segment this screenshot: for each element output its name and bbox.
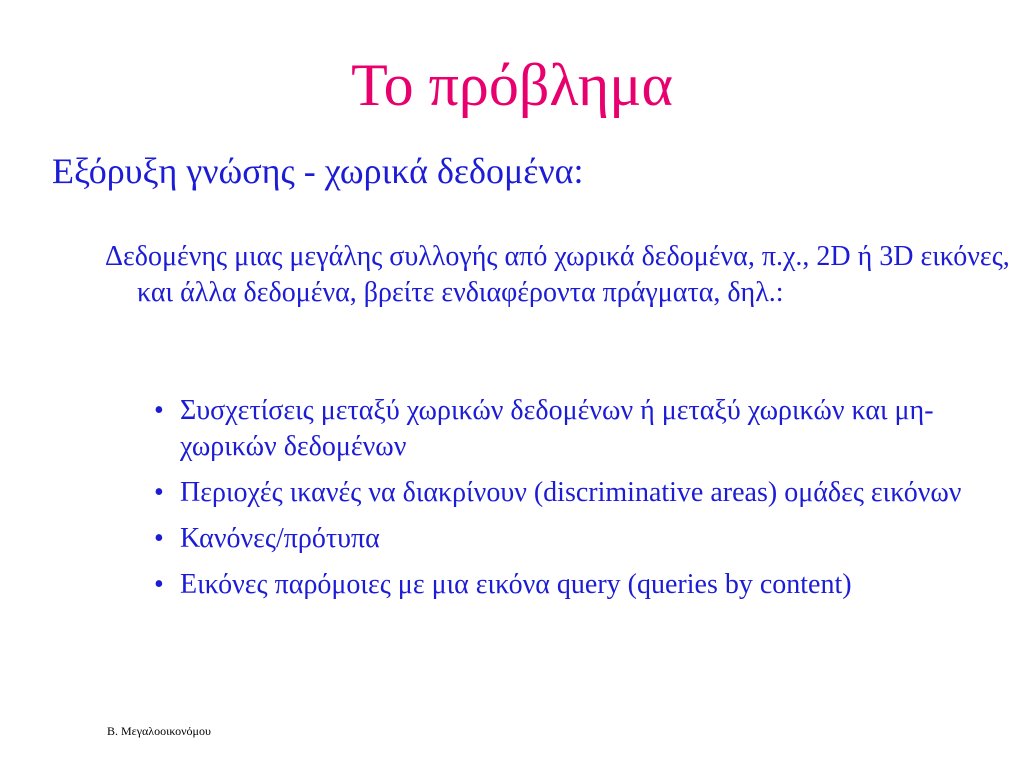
bullet-text: Κανόνες/πρότυπα (180, 523, 380, 554)
bullet-item (150, 567, 1000, 603)
slide-title: Το πρόβλημα (351, 52, 673, 118)
intro-paragraph: Δεδομένης μιας μεγάλης συλλογής από χωρικά δεδομένα, π.χ., 2D ή 3D εικόνες, και άλλα δεδομένα, βρείτε ενδιαφέροντα πράγματα, δηλ.: (105, 241, 1010, 308)
bullet-item (150, 521, 1000, 557)
bullet-dot-icon: • (154, 477, 164, 508)
footer-author: Β. Μεγαλοοικονόμου (107, 724, 211, 738)
bullet-text: Συσχετίσεις μεταξύ χωρικών δεδομένων ή μεταξύ χωρικών και μη-χωρικών δεδομένων (180, 395, 934, 462)
bullet-list (150, 393, 1000, 613)
bullet-dot-icon: • (154, 523, 164, 554)
bullet-text: Περιοχές ικανές να διακρίνουν (discriminative areas) ομάδες εικόνων (180, 477, 962, 508)
bullet-item (150, 393, 1000, 465)
bullet-dot-icon: • (154, 569, 164, 600)
bullet-text: Εικόνες παρόμοιες με μια εικόνα query (queries by content) (180, 569, 852, 600)
bullet-dot-icon: • (154, 395, 164, 426)
slide-subtitle: Εξόρυξη γνώσης - χωρικά δεδομένα: (52, 151, 584, 191)
bullet-item (150, 475, 1000, 511)
